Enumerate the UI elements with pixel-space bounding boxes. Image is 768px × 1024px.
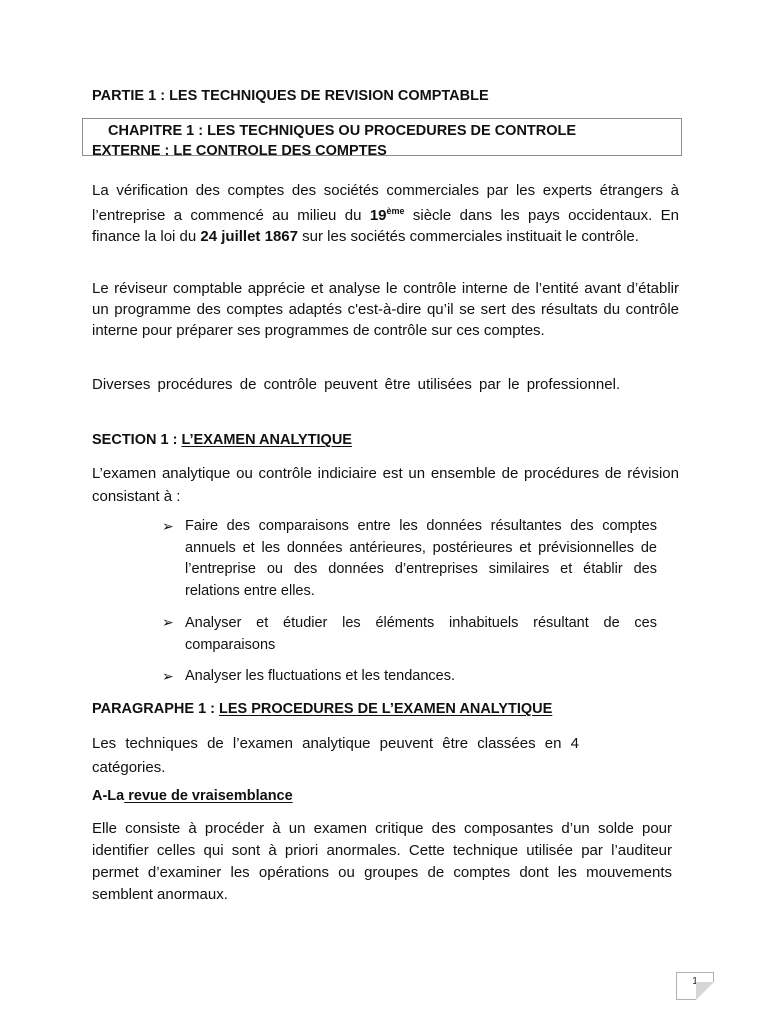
section-title: L’EXAMEN ANALYTIQUE [181, 432, 352, 448]
arrow-bullet-icon: ➢ [162, 518, 174, 534]
auditor-paragraph: Le réviseur comptable apprécie et analyse le contrôle interne de l’entité avant d’établir un programme des comptes adaptés c'est-à-dire qu’il se sert des résultats du contrôle interne pour préparer ses programmes de contrôle sur ces comptes. [92, 280, 679, 339]
century-number: 19 [369, 207, 387, 224]
plausibility-paragraph: Elle consiste à procéder à un examen critique des composantes d’un solde pour identifier celles qui sont à priori anormales. Cette technique utilisée par l’auditeur permet d’examiner les opérations ou groupes de comptes dont les mouvements semblent anormaux. [92, 820, 672, 903]
law-date: 24 juillet 1867 [200, 228, 298, 245]
subsection-prefix: A-La [92, 788, 125, 804]
intro-paragraph [92, 180, 679, 247]
subsection-title: revue de vraisemblance [124, 788, 293, 804]
arrow-bullet-icon: ➢ [162, 668, 174, 684]
paragraph-heading-prefix: PARAGRAPHE 1 : [92, 701, 220, 717]
bullet-item: Faire des comparaisons entre les données résultantes des comptes annuels et les données antérieures, postérieures et prévisionnelles de l’entreprise ou des données d’entreprises similaires et établir des relations entre elles. [185, 518, 657, 599]
page-number: 1 [692, 976, 698, 987]
definition-paragraph: L’examen analytique ou contrôle indiciaire est un ensemble de procédures de révision consistant à : [92, 465, 679, 505]
intro-text-a: La vérification des comptes des sociétés commerciales par les experts étrangers à l’entreprise a commencé au milieu du [92, 182, 679, 224]
page-number-box [676, 972, 714, 1000]
procedures-paragraph: Diverses procédures de contrôle peuvent être utilisées par le professionnel. [92, 376, 621, 393]
arrow-bullet-icon: ➢ [162, 614, 174, 630]
section-heading [92, 430, 679, 450]
intro-text-c: siècle dans les pays occidentaux. En finance la loi du [92, 207, 680, 245]
page-fold-icon [696, 982, 714, 1000]
subsection-heading [92, 786, 679, 806]
paragraph-heading-title: LES PROCEDURES DE L’EXAMEN ANALYTIQUE [219, 701, 553, 717]
intro-text-e: sur les sociétés commerciales instituait le contrôle. [297, 228, 639, 245]
paragraph-heading [92, 699, 679, 719]
bullet-item: Analyser les fluctuations et les tendances. [185, 668, 456, 684]
section-prefix: SECTION 1 : [92, 432, 182, 448]
categories-paragraph: Les techniques de l’examen analytique peuvent être classées en 4 catégories. [92, 735, 579, 776]
part-title: PARTIE 1 : LES TECHNIQUES DE REVISION COMPTABLE [92, 88, 489, 104]
century-superscript: ème [386, 206, 405, 216]
chapter-title-line2: EXTERNE : LE CONTROLE DES COMPTES [92, 143, 387, 159]
chapter-title-line1: CHAPITRE 1 : LES TECHNIQUES OU PROCEDURES DE CONTROLE [108, 123, 577, 139]
bullet-item: Analyser et étudier les éléments inhabituels résultant de ces comparaisons [185, 615, 657, 653]
